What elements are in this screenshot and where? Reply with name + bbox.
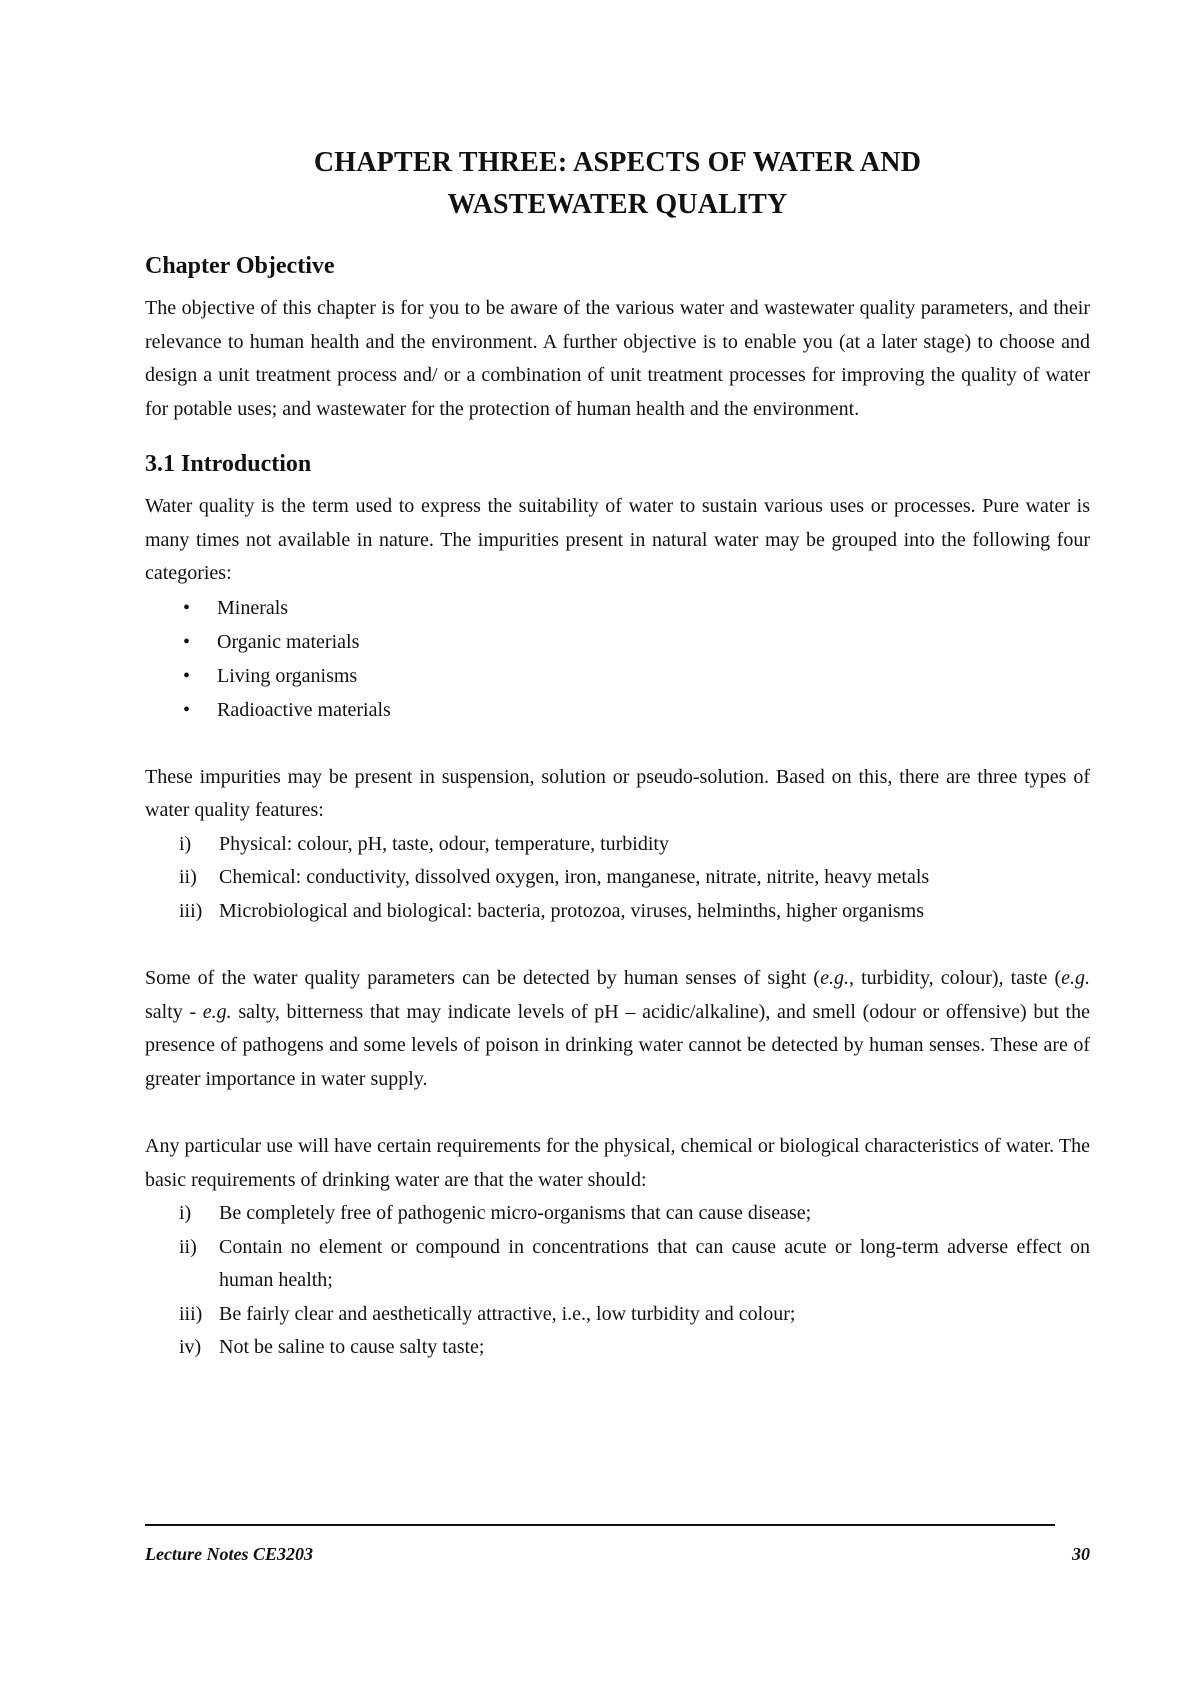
- list-item-text: Be fairly clear and aesthetically attractive, i.e., low turbidity and colour;: [219, 1302, 796, 1325]
- list-item: [179, 828, 1090, 862]
- drinking-water-requirements-list: [145, 1197, 1090, 1365]
- list-item: [179, 895, 1090, 929]
- list-number: iii): [179, 1302, 203, 1325]
- list-item-text: Living organisms: [217, 664, 358, 687]
- list-item-text: Organic materials: [217, 630, 360, 653]
- list-item-text: Minerals: [217, 596, 289, 619]
- list-item-text: Be completely free of pathogenic micro-organisms that can cause disease;: [219, 1202, 812, 1224]
- text-run: , turbidity, colour), taste (: [848, 967, 1062, 989]
- list-item: [179, 861, 1090, 895]
- list-number: ii): [179, 866, 197, 888]
- list-item: [179, 1298, 1090, 1332]
- introduction-paragraph-3: [145, 962, 1090, 1096]
- quality-features-list: [145, 828, 1090, 929]
- bullet-icon: •: [183, 698, 191, 721]
- list-item: [179, 1331, 1090, 1365]
- objective-heading: Chapter Objective: [145, 253, 335, 279]
- text-run-italic: e.g.: [820, 967, 849, 989]
- list-item: [179, 1197, 1090, 1231]
- introduction-heading: 3.1 Introduction: [145, 451, 312, 477]
- list-item-text: Physical: colour, pH, taste, odour, temperature, turbidity: [219, 832, 669, 855]
- introduction-paragraph-4: Any particular use will have certain requirements for the physical, chemical or biological characteristics of water. The basic requirements of drinking water are that the water should:: [145, 1135, 1090, 1191]
- text-run: Some of the water quality parameters can be detected by human senses of sight (: [145, 967, 821, 989]
- spacer: [145, 1096, 1090, 1130]
- list-number: iv): [179, 1336, 202, 1358]
- spacer: [145, 928, 1090, 962]
- introduction-paragraph-2: These impurities may be present in suspension, solution or pseudo-solution. Based on this, there are three types of water quality features:: [145, 765, 1090, 821]
- impurity-categories-list: [145, 591, 1090, 727]
- bullet-icon: •: [183, 664, 191, 687]
- text-run: salty, bitterness that may indicate levels of pH – acidic/alkaline), and smell (odour or offensive) but the presence of pathogens and some levels of poison in drinking water cannot be detected by human senses. These are of greater importance in water supply.: [145, 1000, 1090, 1090]
- list-item-text: Contain no element or compound in concentrations that can cause acute or long-term adverse effect on human health;: [219, 1235, 1090, 1291]
- text-run-italic: e.g.: [202, 1000, 232, 1023]
- text-run: salty -: [145, 1000, 203, 1023]
- list-item: [183, 659, 1090, 693]
- chapter-title-line-2: WASTEWATER QUALITY: [447, 189, 788, 220]
- objective-paragraph: The objective of this chapter is for you to be aware of the various water and wastewater quality parameters, and their relevance to human health and the environment. A further objective is to enable you (at a later stage) to choose and design a unit treatment process and/ or a combination of unit treatment processes for improving the quality of water for potable uses; and wastewater for the protection of human health and the environment.: [145, 297, 1090, 420]
- list-number: i): [179, 832, 192, 855]
- bullet-icon: •: [183, 596, 191, 619]
- footer-course-label: Lecture Notes CE3203: [145, 1544, 313, 1564]
- page-number: 30: [1072, 1544, 1090, 1564]
- list-item: [183, 591, 1090, 625]
- footer-divider: [145, 1524, 1055, 1526]
- spacer: [145, 727, 1090, 761]
- list-item-text: Radioactive materials: [217, 698, 391, 721]
- list-item: [179, 1231, 1090, 1298]
- list-number: ii): [179, 1235, 197, 1258]
- chapter-title: [145, 142, 1090, 226]
- page-content: [145, 142, 1090, 1365]
- list-item: [183, 693, 1090, 727]
- list-item-text: Not be saline to cause salty taste;: [219, 1336, 485, 1358]
- bullet-icon: •: [183, 630, 191, 653]
- text-run-italic: e.g.: [1061, 967, 1091, 989]
- list-item-text: Chemical: conductivity, dissolved oxygen, iron, manganese, nitrate, nitrite, heavy metals: [219, 866, 930, 888]
- list-number: i): [179, 1202, 192, 1224]
- list-number: iii): [179, 899, 203, 922]
- list-item: [183, 625, 1090, 659]
- chapter-title-line-1: CHAPTER THREE: ASPECTS OF WATER AND: [313, 147, 922, 178]
- list-item-text: Microbiological and biological: bacteria, protozoa, viruses, helminths, higher organisms: [219, 899, 925, 922]
- introduction-paragraph-1: Water quality is the term used to express the suitability of water to sustain various uses or processes. Pure water is many times not available in nature. The impurities present in natural water may be grouped into the following four categories:: [145, 495, 1090, 584]
